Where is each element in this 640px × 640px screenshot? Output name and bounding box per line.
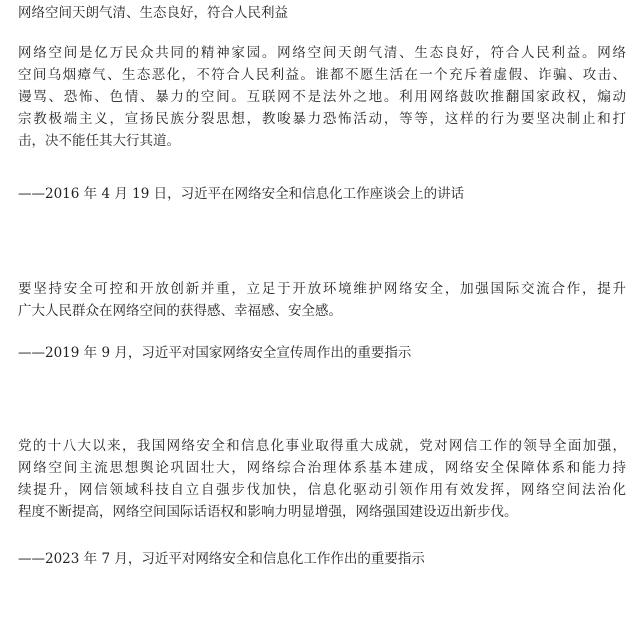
paragraph-line: 要坚持安全可控和开放创新并重，立足于开放环境维护网络安全，加强国际交流合作，提升 — [18, 281, 626, 297]
paragraph-3 — [18, 435, 626, 523]
paragraph-line: 谩骂、恐怖、色情、暴力的空间。互联网不是法外之地。利用网络鼓吹推翻国家政权，煽动 — [18, 89, 626, 105]
quote-source-2: ——2019 年 9 月，习近平对国家网络安全宣传周作出的重要指示 — [18, 345, 412, 361]
paragraph-line: 续提升，网信领域科技自立自强步伐加快，信息化驱动引领作用有效发挥，网络空间法治化 — [18, 482, 626, 498]
quote-source-3: ——2023 年 7 月，习近平对网络安全和信息化工作作出的重要指示 — [18, 551, 425, 567]
paragraph-line: 网络空间是亿万民众共同的精神家园。网络空间天朗气清、生态良好，符合人民利益。网络 — [18, 45, 626, 61]
paragraph-line: 党的十八大以来，我国网络安全和信息化事业取得重大成就，党对网信工作的领导全面加强， — [18, 438, 626, 454]
document-title: 网络空间天朗气清、生态良好，符合人民利益 — [18, 5, 288, 21]
paragraph-1 — [18, 42, 626, 152]
paragraph-line: 广大人民群众在网络空间的获得感、幸福感、安全感。 — [18, 303, 342, 319]
quote-source-1: ——2016 年 4 月 19 日，习近平在网络安全和信息化工作座谈会上的讲话 — [18, 186, 465, 202]
paragraph-line: 空间乌烟瘴气、生态恶化，不符合人民利益。谁都不愿生活在一个充斥着虚假、诈骗、攻击、 — [18, 67, 626, 83]
paragraph-2 — [18, 278, 626, 322]
paragraph-line: 程度不断提高，网络空间国际话语权和影响力明显增强，网络强国建设迈出新步伐。 — [18, 504, 518, 520]
paragraph-line: 宗教极端主义，宣扬民族分裂思想，教唆暴力恐怖活动，等等，这样的行为要坚决制止和打 — [18, 111, 626, 127]
paragraph-line: 网络空间主流思想舆论巩固壮大，网络综合治理体系基本建成，网络安全保障体系和能力持 — [18, 460, 626, 476]
paragraph-line: 击，决不能任其大行其道。 — [18, 133, 180, 149]
